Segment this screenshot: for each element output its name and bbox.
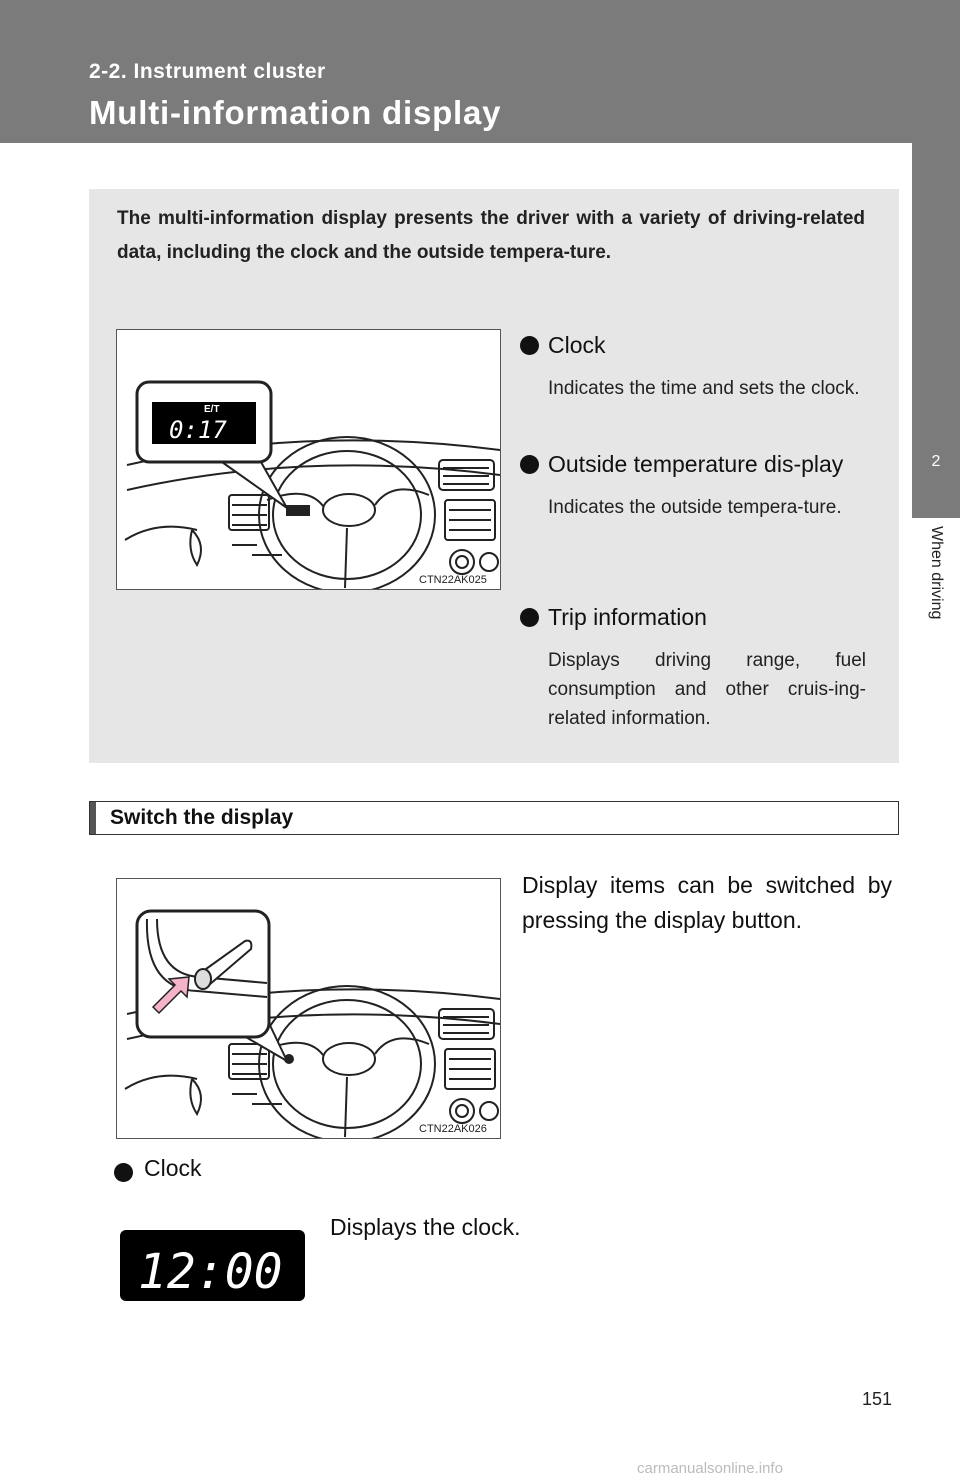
watermark: carmanualsonline.info [637, 1460, 783, 1477]
feature-description: Indicates the time and sets the clock. [548, 378, 860, 399]
dashboard-figure-1 [116, 329, 501, 590]
bullet-icon [520, 608, 539, 627]
feature-description: Indicates the outside tempera-ture. [548, 497, 842, 518]
feature-trip-information [548, 600, 866, 733]
header-band [0, 0, 960, 143]
page-title: Multi-information display [89, 94, 502, 131]
section-label: 2-2. Instrument cluster [89, 60, 326, 83]
lcd-digits-icon [120, 1230, 305, 1301]
dashboard-illustration-icon [117, 330, 500, 589]
intro-text: The multi-information display presents the driver with a variety of driving-related data, including the clock and the outside tempera-ture. [117, 208, 865, 263]
clock-lcd-display [120, 1230, 305, 1301]
feature-outside-temperature [548, 447, 866, 522]
chapter-name: When driving [928, 526, 945, 620]
lcd-clock-readout: 12:00 [138, 1244, 283, 1300]
page-number: 151 [862, 1389, 893, 1409]
feature-title: Clock [548, 332, 606, 358]
lcd-unit-label: E/T [204, 404, 220, 415]
chapter-number: 2 [931, 453, 941, 470]
feature-title: Trip information [548, 604, 707, 630]
figure-code: CTN22AK026 [419, 1123, 487, 1135]
lcd-time-readout: 0:17 [169, 416, 227, 444]
dashboard-figure-2 [116, 878, 501, 1139]
bullet-icon [114, 1163, 133, 1182]
bullet-icon [520, 336, 539, 355]
clock-item-label: Clock [144, 1155, 202, 1181]
subsection-heading-box [89, 801, 899, 835]
switch-description: Display items can be switched by pressing the display button. [522, 872, 892, 933]
feature-description: Displays driving range, fuel consumption and other cruis-ing-related information. [548, 650, 866, 729]
feature-clock [548, 328, 866, 403]
chapter-tab [912, 143, 960, 518]
display-button-illustration-icon [117, 879, 500, 1138]
clock-item-description: Displays the clock. [330, 1214, 521, 1240]
feature-title: Outside temperature dis-play [548, 451, 844, 477]
heading-bar [90, 802, 96, 834]
figure-code: CTN22AK025 [419, 574, 487, 586]
subsection-heading: Switch the display [110, 806, 294, 829]
chapter-name-tab [912, 518, 960, 673]
bullet-icon [520, 455, 539, 474]
